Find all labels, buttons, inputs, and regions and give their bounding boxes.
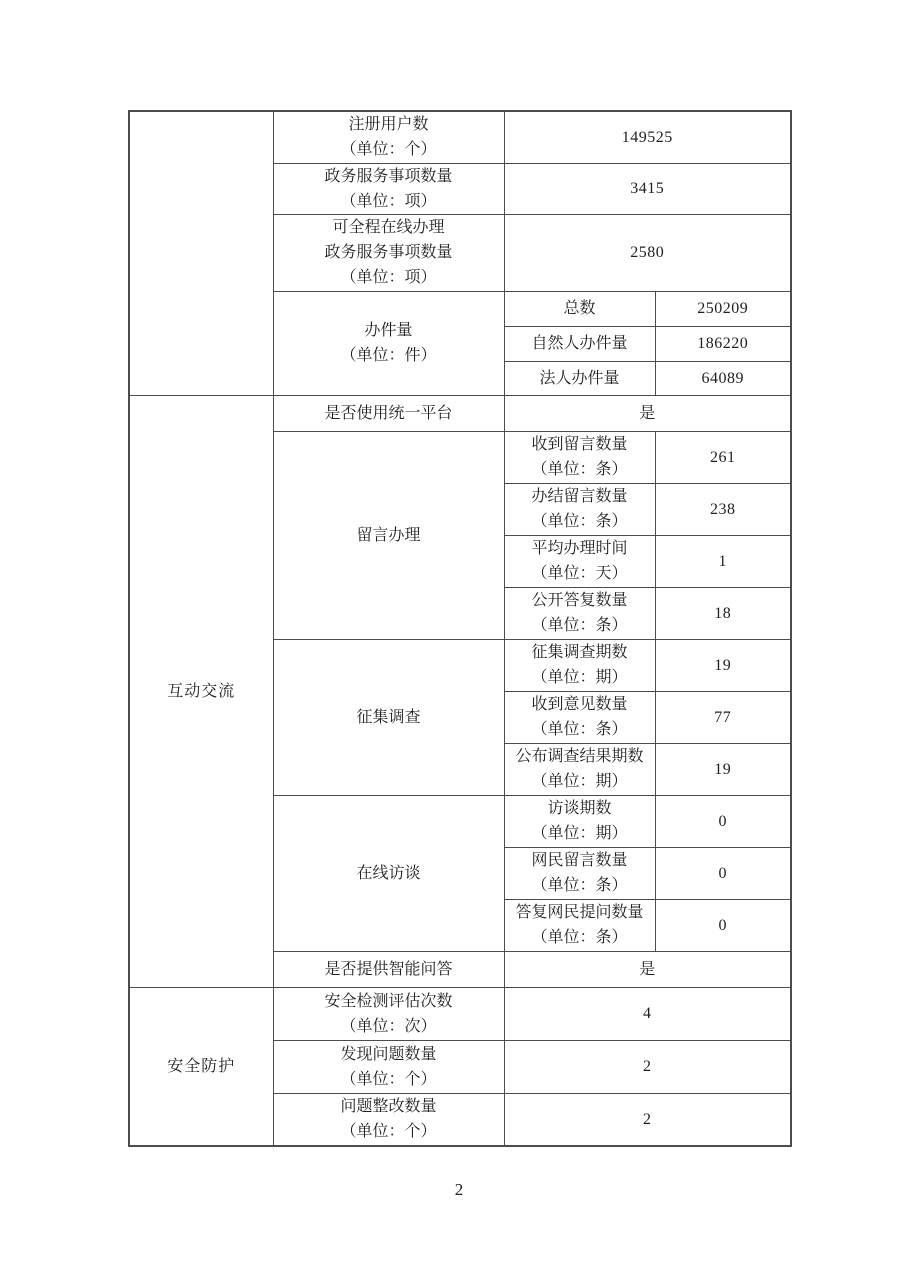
sub-item-label-cell xyxy=(504,587,655,639)
item-label: 公布调查结果期数 xyxy=(515,748,644,765)
item-unit: （单位：个） xyxy=(340,1070,437,1088)
sub-item-value-cell: 186220 xyxy=(655,326,791,361)
item-unit: （单位：天） xyxy=(531,565,628,582)
sub-item-label-cell xyxy=(504,899,655,951)
sub-item-value-cell: 1 xyxy=(655,535,791,587)
item-label: 办件量 xyxy=(364,322,413,339)
page-number: 2 xyxy=(454,1180,464,1199)
sub-item-value-cell: 238 xyxy=(655,483,791,535)
item-value-cell: 2 xyxy=(504,1040,791,1093)
item-label-cell xyxy=(273,214,504,291)
item-unit: （单位：件） xyxy=(340,347,437,364)
item-label-cell xyxy=(273,1093,504,1146)
sub-item-value-cell: 18 xyxy=(655,587,791,639)
item-unit: （单位：条） xyxy=(531,929,628,946)
item-label: 可全程在线办理 xyxy=(332,219,445,236)
item-label-cell xyxy=(273,163,504,214)
item-value-cell: 149525 xyxy=(504,111,791,163)
sub-item-label-cell: 自然人办件量 xyxy=(504,326,655,361)
sub-item-label-cell xyxy=(504,691,655,743)
sub-item-label-cell xyxy=(504,743,655,795)
item-unit: （单位：期） xyxy=(531,825,628,842)
item-unit: （单位：个） xyxy=(340,141,437,159)
sub-item-label-cell: 总数 xyxy=(504,291,655,326)
sub-item-value-cell: 261 xyxy=(655,431,791,483)
item-unit: （单位：项） xyxy=(340,269,437,286)
item-label: 答复网民提问数量 xyxy=(515,904,644,921)
sub-item-value-cell: 0 xyxy=(655,899,791,951)
item-unit: （单位：个） xyxy=(340,1123,437,1141)
sub-item-label-cell xyxy=(504,431,655,483)
item-label-cell: 是否提供智能问答 xyxy=(273,951,504,987)
item-unit: （单位：期） xyxy=(531,669,628,686)
item-label: 访谈期数 xyxy=(547,800,612,817)
item-label: 问题整改数量 xyxy=(340,1098,437,1116)
item-unit: （单位：条） xyxy=(531,617,628,634)
table-row xyxy=(129,987,791,1040)
table-row xyxy=(129,111,791,163)
group-cell-interaction: 互动交流 xyxy=(129,395,273,987)
sub-item-label-cell xyxy=(504,847,655,899)
sub-item-label-cell xyxy=(504,795,655,847)
table-row xyxy=(129,395,791,431)
item-unit: （单位：次） xyxy=(340,1017,437,1035)
item-label: 安全检测评估次数 xyxy=(324,992,453,1010)
item-label: 政务服务事项数量 xyxy=(324,244,453,261)
item-label-cell xyxy=(273,1040,504,1093)
sub-item-value-cell: 19 xyxy=(655,743,791,795)
item-unit: （单位：项） xyxy=(340,192,437,210)
item-unit: （单位：条） xyxy=(531,461,628,478)
item-label: 收到留言数量 xyxy=(531,436,628,453)
item-value-cell: 4 xyxy=(504,987,791,1040)
group-cell-top xyxy=(129,111,273,395)
item-label: 办结留言数量 xyxy=(531,488,628,505)
item-label-cell: 留言办理 xyxy=(273,431,504,639)
item-label: 征集调查期数 xyxy=(531,644,628,661)
indicator-table xyxy=(128,110,792,1147)
sub-item-value-cell: 250209 xyxy=(655,291,791,326)
item-label: 平均办理时间 xyxy=(531,540,628,557)
item-value-cell: 2 xyxy=(504,1093,791,1146)
sub-item-value-cell: 64089 xyxy=(655,361,791,395)
item-value-cell: 3415 xyxy=(504,163,791,214)
item-unit: （单位：条） xyxy=(531,721,628,738)
item-label: 网民留言数量 xyxy=(531,852,628,869)
item-label-cell: 是否使用统一平台 xyxy=(273,395,504,431)
item-value-cell: 是 xyxy=(504,395,791,431)
item-label: 政务服务事项数量 xyxy=(324,167,453,185)
sub-item-label-cell: 法人办件量 xyxy=(504,361,655,395)
item-unit: （单位：条） xyxy=(531,877,628,894)
item-label: 收到意见数量 xyxy=(531,696,628,713)
sub-item-value-cell: 77 xyxy=(655,691,791,743)
sub-item-label-cell xyxy=(504,535,655,587)
sub-item-value-cell: 19 xyxy=(655,639,791,691)
item-label: 公开答复数量 xyxy=(531,592,628,609)
item-value-cell: 是 xyxy=(504,951,791,987)
sub-item-value-cell: 0 xyxy=(655,847,791,899)
item-label-cell xyxy=(273,987,504,1040)
item-label-cell: 征集调查 xyxy=(273,639,504,795)
sub-item-value-cell: 0 xyxy=(655,795,791,847)
item-label: 发现问题数量 xyxy=(340,1045,437,1063)
item-label-cell: 在线访谈 xyxy=(273,795,504,951)
item-unit: （单位：条） xyxy=(531,513,628,530)
item-label-cell xyxy=(273,291,504,395)
item-unit: （单位：期） xyxy=(531,773,628,790)
item-value-cell: 2580 xyxy=(504,214,791,291)
sub-item-label-cell xyxy=(504,639,655,691)
group-cell-security: 安全防护 xyxy=(129,987,273,1146)
item-label: 注册用户数 xyxy=(348,116,429,134)
item-label-cell xyxy=(273,111,504,163)
sub-item-label-cell xyxy=(504,483,655,535)
